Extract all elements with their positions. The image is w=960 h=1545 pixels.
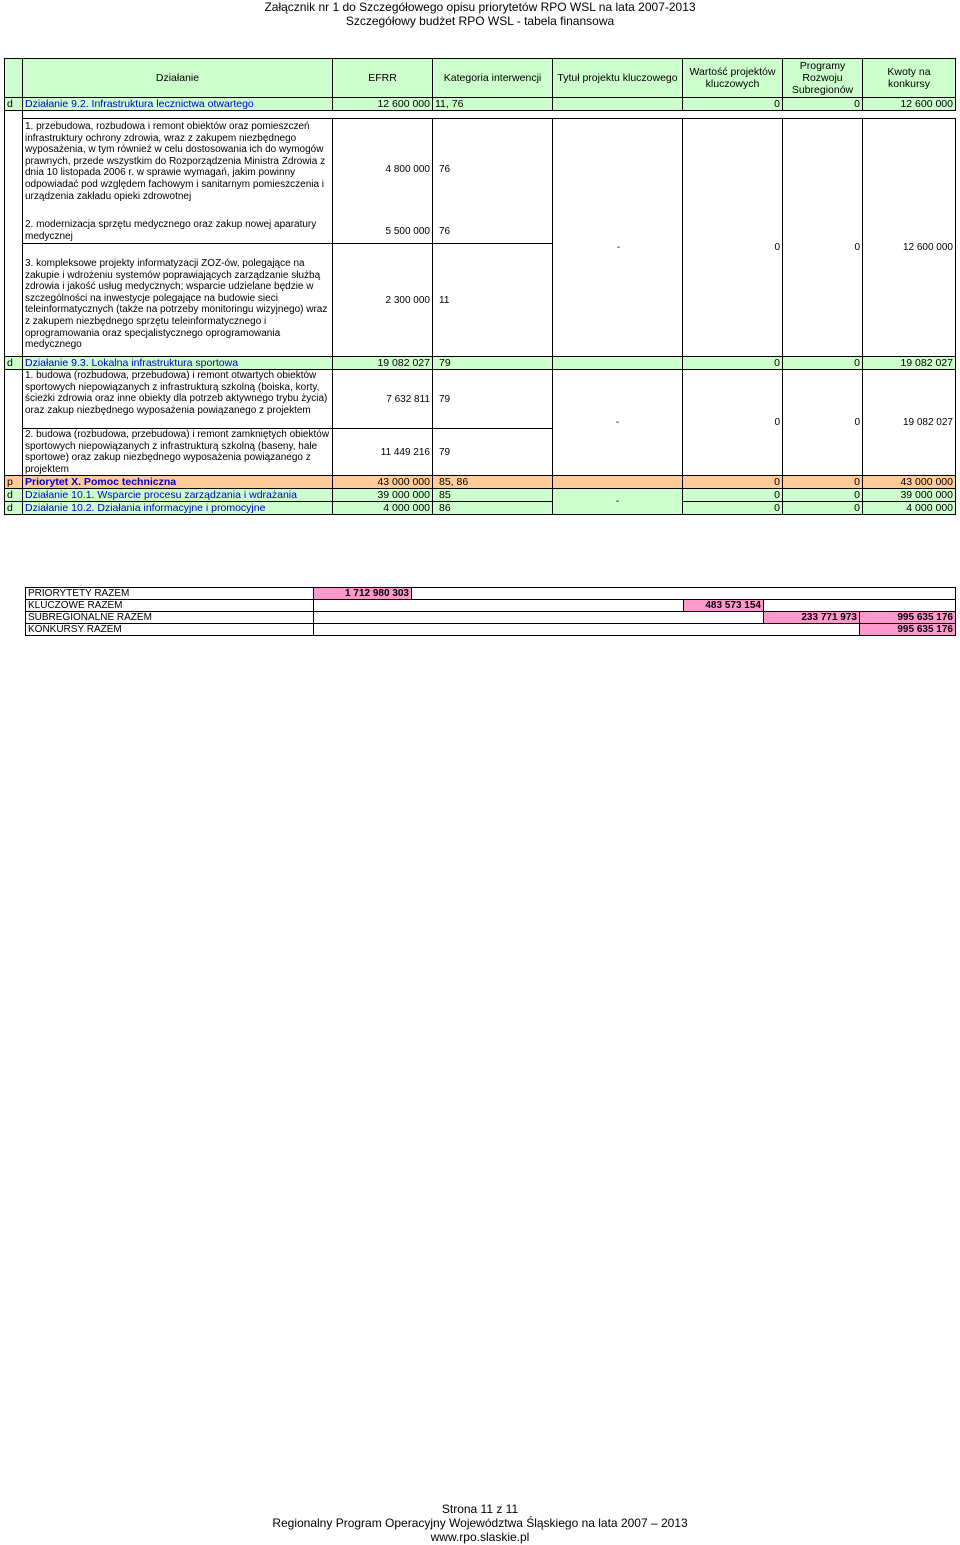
project-kategoria: 79 [433,370,553,429]
row-name-link[interactable]: Działanie 9.3. Lokalna infrastruktura sportowa [23,357,333,370]
row-kategoria: 85 [433,489,553,502]
table-row [5,476,956,489]
totals-label: SUBREGIONALNE RAZEM [26,612,314,624]
col-efrr: EFRR [333,59,433,98]
row-efrr: 12 600 000 [333,98,433,111]
row-tytul [553,98,683,111]
row-type: d [5,357,23,370]
table-row [5,489,956,502]
table-row [5,357,956,370]
row-kwoty: 39 000 000 [863,489,956,502]
project-title: 1. przebudowa, rozbudowa i remont obiektów oraz pomieszczeń infrastruktury ochrony zdrowia, wraz z zakupem niezbędnego wyposażenia, w tym również w celu dostosowania ich do wymogów prawnych, przede wszystkim do Rozporządzenia Ministra Zdrowia z dnia 10 listopada 2006 r. w sprawie wymagań, jakim powinny odpowiadać pod względem fachowym i sanitarnym pomieszczenia i urządzenia zakładu opieki zdrowotnej [23,119,333,220]
row-name-link[interactable]: Działanie 10.2. Działania informacyjne i promocyjne [23,502,333,515]
row-tytul: - [553,489,683,515]
row-programy: 0 [783,476,863,489]
row-wartosc: 0 [683,370,783,476]
totals-value: 1 712 980 303 [314,588,412,600]
table-row [5,502,956,515]
footer-program: Regionalny Program Operacyjny Województwa Śląskiego na lata 2007 – 2013 [272,1516,688,1530]
project-efrr: 5 500 000 [333,219,433,244]
row-programy: 0 [783,98,863,111]
row-kwoty: 19 082 027 [863,357,956,370]
col-type [5,59,23,98]
col-wartosc: Wartość projektów kluczowych [683,59,783,98]
totals-row [26,612,956,624]
row-type: d [5,489,23,502]
row-tytul: - [553,370,683,476]
wartosc-value: 0 [774,242,780,253]
totals-row [26,624,956,636]
row-kwoty: 4 000 000 [863,502,956,515]
totals-value-2: 995 635 176 [860,612,956,624]
col-kwoty: Kwoty na konkursy [863,59,956,98]
project-kategoria: 76 [433,119,553,220]
project-kategoria: 76 [433,219,553,244]
row-type: p [5,476,23,489]
totals-value: 995 635 176 [860,624,956,636]
row-kwoty: 12 600 000 [863,98,956,111]
project-title: 2. budowa (rozbudowa, przebudowa) i remont zamkniętych obiektów sportowych niepowiązanych z infrastrukturą szkolną (baseny, hale sportowe) oraz zakup niezbędnego wyposażenia powiązanego z projektem [23,429,333,476]
row-tytul [553,476,683,489]
page-number: Strona 11 z 11 [441,1502,519,1516]
project-efrr: 7 632 811 [333,370,433,429]
row-type: d [5,98,23,111]
row-wartosc: 0 [683,489,783,502]
row-kategoria: 86 [433,502,553,515]
col-programy: Programy Rozwoju Subregionów [783,59,863,98]
totals-row [26,588,956,600]
col-kategoria: Kategoria interwencji [433,59,553,98]
project-efrr: 2 300 000 [333,244,433,357]
row-wartosc: 0 [683,357,783,370]
totals-label: PRIORYTETY RAZEM [26,588,314,600]
row-kwoty: 43 000 000 [863,476,956,489]
row-tytul [553,119,683,357]
header-subtitle: Szczegółowy budżet RPO WSL - tabela finansowa [345,14,615,28]
project-kategoria: 11 [433,244,553,357]
dash-value: - [616,242,621,253]
row-wartosc [683,119,783,357]
project-title: 3. kompleksowe projekty informatyzacji ZOZ-ów, polegające na zakupie i wdrożeniu systemów poprawiających zarządzanie służbą zdrowia i jakość usług medycznych; wsparcie udzielane będzie w szczególności na inwestycje polegające na budowie sieci teleinformatycznych (także na potrzeby monitoringu wizyjnego) wraz z zakupem niezbędnego sprzętu teleinformatycznego i oprogramowania oraz specjalistycznego oprogramowania medycznego [23,244,333,357]
row-tytul [553,357,683,370]
row-kategoria: 79 [433,357,553,370]
row-wartosc: 0 [683,502,783,515]
project-title: 1. budowa (rozbudowa, przebudowa) i remont otwartych obiektów sportowych niepowiązanych z infrastrukturą szkolną (boiska, korty, ścieżki zdrowia oraz inne obiekty dla potrzeb aktywnego trybu życia) oraz zakup niezbędnego wyposażenia powiązanego z projektem [23,370,333,429]
table-row [5,98,956,111]
row-name-link[interactable]: Działanie 10.1. Wsparcie procesu zarządzania i wdrażania [23,489,333,502]
totals-label: KONKURSY RAZEM [26,624,314,636]
row-efrr: 19 082 027 [333,357,433,370]
project-efrr: 4 800 000 [333,119,433,220]
row-programy: 0 [783,489,863,502]
footer-url[interactable]: www.rpo.slaskie.pl [430,1530,530,1544]
budget-table [4,58,956,515]
row-efrr: 4 000 000 [333,502,433,515]
project-efrr: 11 449 216 [333,429,433,476]
row-efrr: 43 000 000 [333,476,433,489]
project-title: 2. modernizacja sprzętu medycznego oraz zakup nowej aparatury medycznej [23,219,333,244]
totals-table [25,587,956,636]
row-name-link[interactable]: Priorytet X. Pomoc techniczna [23,476,333,489]
row-wartosc: 0 [683,476,783,489]
kwoty-value: 12 600 000 [902,242,953,253]
totals-row [26,600,956,612]
table-row [5,119,956,220]
header-title: Załącznik nr 1 do Szczegółowego opisu priorytetów RPO WSL na lata 2007-2013 [264,0,696,14]
row-efrr: 39 000 000 [333,489,433,502]
totals-label: KLUCZOWE RAZEM [26,600,314,612]
row-programy: 0 [783,357,863,370]
row-kategoria: 85, 86 [433,476,553,489]
row-programy [783,119,863,357]
row-kategoria: 11, 76 [433,98,553,111]
row-name-link[interactable]: Działanie 9.2. Infrastruktura lecznictwa otwartego [23,98,333,111]
row-kwoty: 19 082 027 [863,370,956,476]
row-wartosc: 0 [683,98,783,111]
project-kategoria: 79 [433,429,553,476]
row-programy: 0 [783,370,863,476]
table-row [5,370,956,429]
programy-value: 0 [854,242,860,253]
table-header-row [5,59,956,98]
totals-value: 233 771 973 [764,612,860,624]
col-tytul: Tytuł projektu kluczowego [553,59,683,98]
totals-value: 483 573 154 [684,600,764,612]
row-type: d [5,502,23,515]
row-programy: 0 [783,502,863,515]
row-kwoty [863,119,956,357]
col-dzialanie: Działanie [23,59,333,98]
